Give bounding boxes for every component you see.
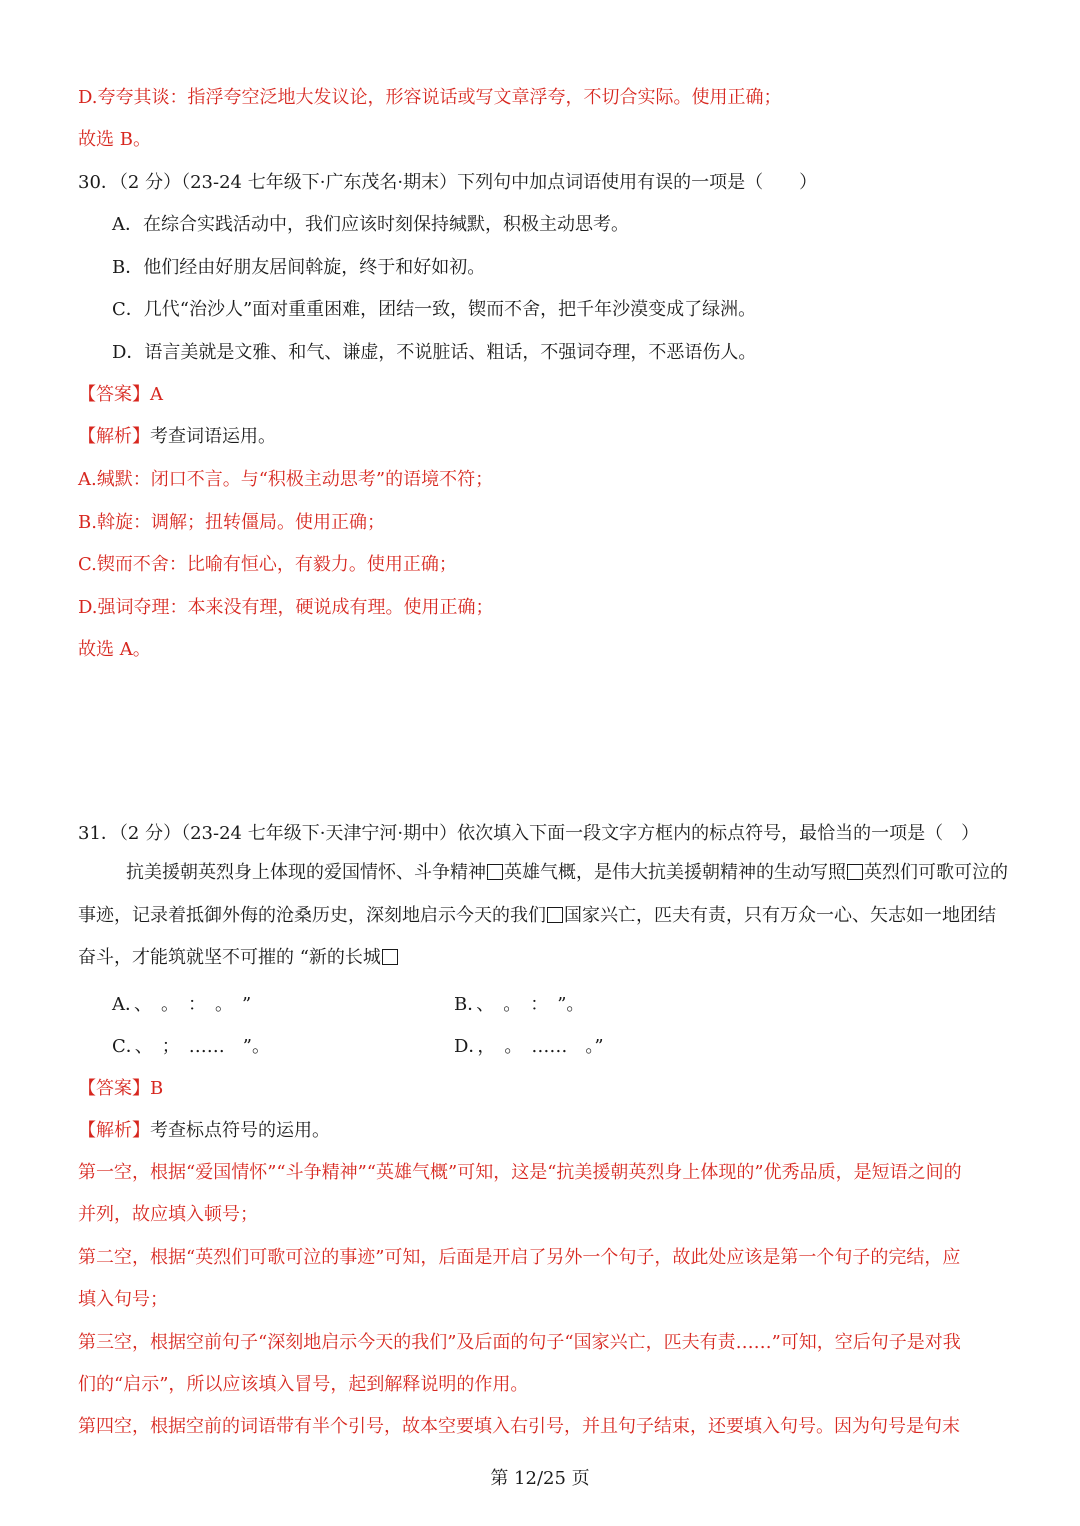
explanation-line: C.锲而不舍：比喻有恒心，有毅力。使用正确；: [78, 554, 457, 575]
explanation-line: 第二空，根据“英烈们可歌可泣的事迹”可知，后面是开启了另外一个句子，故此处应该是第一个句子的完结，应: [78, 1247, 961, 1268]
analysis-line: [78, 424, 276, 450]
option-c: C．几代“治沙人”面对重重困难，团结一致，锲而不舍，把千年沙漠变成了绿洲。: [112, 299, 757, 320]
answer-tag: 【答案】: [78, 384, 150, 405]
blank-box: [487, 864, 503, 880]
explanation-line: 第一空，根据“爱国情怀”“斗争精神”“英雄气概”可知，这是“抗美援朝英烈身上体现的”优秀品质，是短语之间的: [78, 1162, 962, 1183]
explanation-line: 并列，故应填入顿号；: [78, 1204, 258, 1225]
explanation-line: 们的“启示”，所以应该填入冒号，起到解释说明的作用。: [78, 1374, 529, 1395]
blank-box: [547, 907, 563, 923]
analysis-line: [78, 1118, 330, 1144]
analysis-tag: 【解析】: [78, 1120, 150, 1141]
answer-line: [78, 382, 163, 408]
analysis-text: 考查词语运用。: [150, 426, 276, 447]
passage-part: 英雄气概，是伟大抗美援朝精神的生动写照: [504, 862, 846, 883]
analysis-text: 考查标点符号的运用。: [150, 1120, 330, 1141]
page-number: 第 12/25 页: [490, 1468, 590, 1489]
passage-part: 国家兴亡，匹夫有责，只有万众一心、矢志如一地团结奋斗，才能筑就坚不可摧的 “新的长城: [78, 904, 996, 968]
option-b: B．、 。 ： ”。: [454, 994, 585, 1015]
question-31-stem: 31．（2 分）（23-24 七年级下·天津宁河·期中）依次填入下面一段文字方框内的标点符号，最恰当的一项是（ ）: [78, 823, 980, 844]
conclusion-line: 故选 B。: [78, 129, 151, 150]
explanation-line: 第三空，根据空前句子“深刻地启示今天的我们”及后面的句子“国家兴亡，匹夫有责……”可知，空后句子是对我: [78, 1332, 961, 1353]
option-d: D．语言美就是文雅、和气、谦虚，不说脏话、粗话，不强词夺理，不恶语伤人。: [112, 342, 757, 363]
answer-value: A: [150, 384, 163, 405]
option-b: B．他们经由好朋友居间斡旋，终于和好如初。: [112, 257, 486, 278]
explanation-line: D.夸夸其谈：指浮夸空泛地大发议论，形容说话或写文章浮夸，不切合实际。使用正确；: [78, 87, 782, 108]
blank-box: [382, 949, 398, 965]
option-a: A．、 。 ： 。 ”: [112, 994, 252, 1015]
explanation-line: 填入句号；: [78, 1289, 168, 1310]
option-c: C．、 ； …… ”。: [112, 1036, 270, 1057]
answer-value: B: [150, 1078, 164, 1099]
conclusion-line: 故选 A。: [78, 639, 151, 660]
passage-part: 抗美援朝英烈身上体现的爱国情怀、斗争精神: [126, 862, 486, 883]
passage: [78, 852, 1008, 980]
analysis-tag: 【解析】: [78, 426, 150, 447]
passage-part: 英烈们可歌可泣的事迹，记录着抵御外侮的沧桑历史，深刻地启示今天的我们: [78, 862, 1008, 926]
explanation-line: A.缄默：闭口不言。与“积极主动思考”的语境不符；: [78, 469, 494, 490]
blank-box: [847, 864, 863, 880]
option-a: A．在综合实践活动中，我们应该时刻保持缄默，积极主动思考。: [112, 214, 629, 235]
explanation-line: B.斡旋：调解；扭转僵局。使用正确；: [78, 512, 385, 533]
explanation-line: 第四空，根据空前的词语带有半个引号，故本空要填入右引号，并且句子结束，还要填入句号。因为句号是句末: [78, 1416, 960, 1437]
explanation-line: D.强词夺理：本来没有理，硬说成有理。使用正确；: [78, 597, 494, 618]
option-d: D．， 。 …… 。”: [454, 1036, 604, 1057]
question-30-stem: 30．（2 分）（23-24 七年级下·广东茂名·期末）下列句中加点词语使用有误的一项是（ ）: [78, 172, 818, 193]
answer-line: [78, 1076, 163, 1102]
answer-tag: 【答案】: [78, 1078, 150, 1099]
